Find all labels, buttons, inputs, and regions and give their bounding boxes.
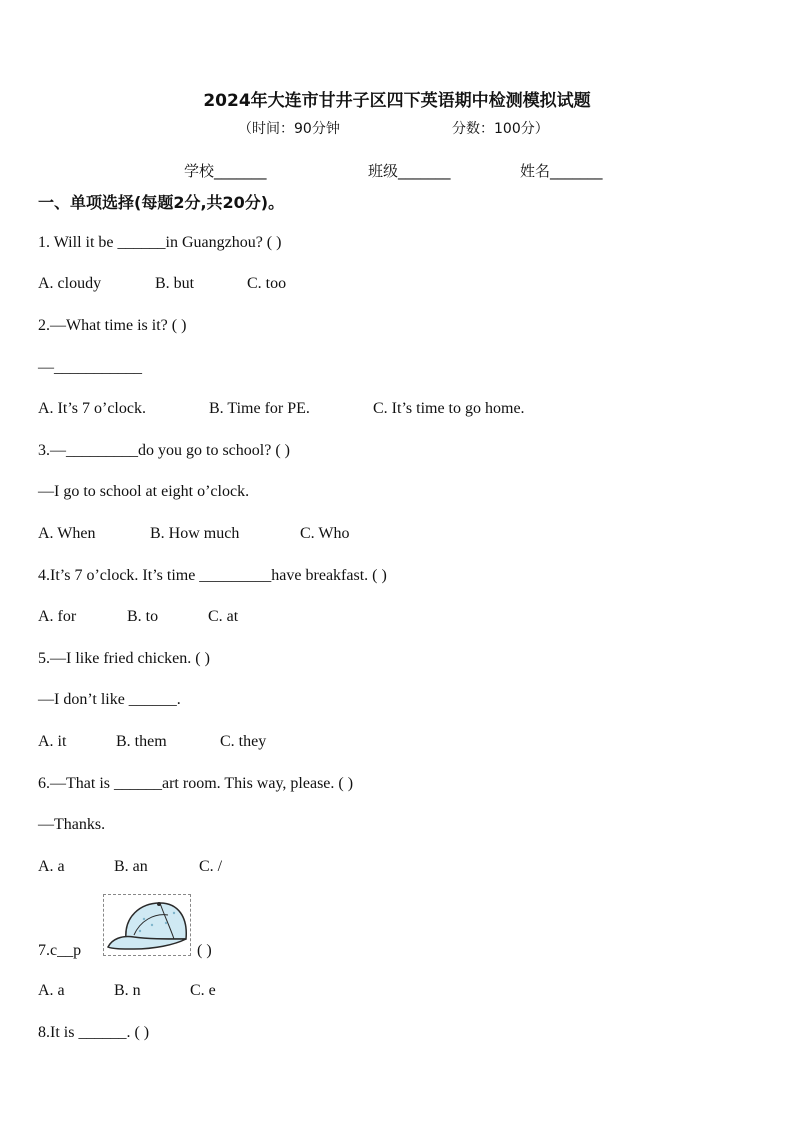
option: B. Time for PE.: [209, 400, 310, 417]
option: B. them: [116, 733, 167, 750]
option: A. When: [38, 525, 96, 542]
option: B. an: [114, 858, 148, 875]
answer-line: —I don’t like ______.: [38, 691, 181, 708]
cap-icon: [104, 895, 190, 955]
option: B. but: [155, 275, 195, 292]
option-row: [38, 274, 286, 294]
option: C. e: [190, 982, 216, 999]
option: A. a: [38, 858, 65, 875]
option: A. it: [38, 733, 67, 750]
question-stem: 3.—_________do you go to school? ( ): [38, 442, 290, 459]
question-stem: 6.—That is ______art room. This way, please. ( ): [38, 775, 354, 792]
cap-picture-frame: [103, 894, 191, 956]
option: C. It’s time to go home.: [373, 400, 525, 417]
section-title: 一、单项选择(每题2分,共20分)。: [38, 193, 285, 212]
answer-line: —I go to school at eight o’clock.: [38, 483, 250, 500]
option: A. cloudy: [38, 275, 102, 292]
name-field: 姓名_______: [520, 162, 603, 180]
option: A. It’s 7 o’clock.: [38, 400, 146, 417]
exam-score: 分数：100分）: [452, 121, 549, 137]
option: C. they: [220, 733, 267, 750]
answer-line: —Thanks.: [38, 816, 106, 833]
option: B. n: [114, 982, 141, 999]
option-row: [38, 732, 266, 752]
answer-line: —___________: [38, 359, 142, 376]
option-row: [38, 399, 525, 419]
option: B. to: [127, 608, 159, 625]
option-row: [38, 857, 222, 877]
page-title: 2024年大连市甘井子区四下英语期中检测模拟试题: [203, 91, 591, 111]
answer-bracket: ( ): [197, 942, 212, 959]
option: A. for: [38, 608, 77, 625]
option: C. at: [208, 608, 239, 625]
question-stem: 1. Will it be ______in Guangzhou? ( ): [38, 234, 282, 251]
option: A. a: [38, 982, 65, 999]
question-stem: 8.It is ______. ( ): [38, 1024, 150, 1041]
class-field: 班级_______: [368, 162, 451, 180]
option: B. How much: [150, 525, 240, 542]
question-stem: 2.—What time is it? ( ): [38, 317, 187, 334]
option-row: [38, 607, 238, 627]
option-row: [38, 981, 216, 1001]
option-row: [38, 524, 349, 544]
exam-time: （时间：90分钟: [238, 121, 340, 137]
option: C. too: [247, 275, 287, 292]
question-stem: 4.It’s 7 o’clock. It’s time _________have breakfast. ( ): [38, 567, 387, 584]
question-stem: 7.c__p: [38, 942, 82, 959]
option: C. Who: [300, 525, 350, 542]
option: C. /: [199, 858, 223, 875]
school-field: 学校_______: [184, 162, 267, 180]
question-stem: 5.—I like fried chicken. ( ): [38, 650, 210, 667]
